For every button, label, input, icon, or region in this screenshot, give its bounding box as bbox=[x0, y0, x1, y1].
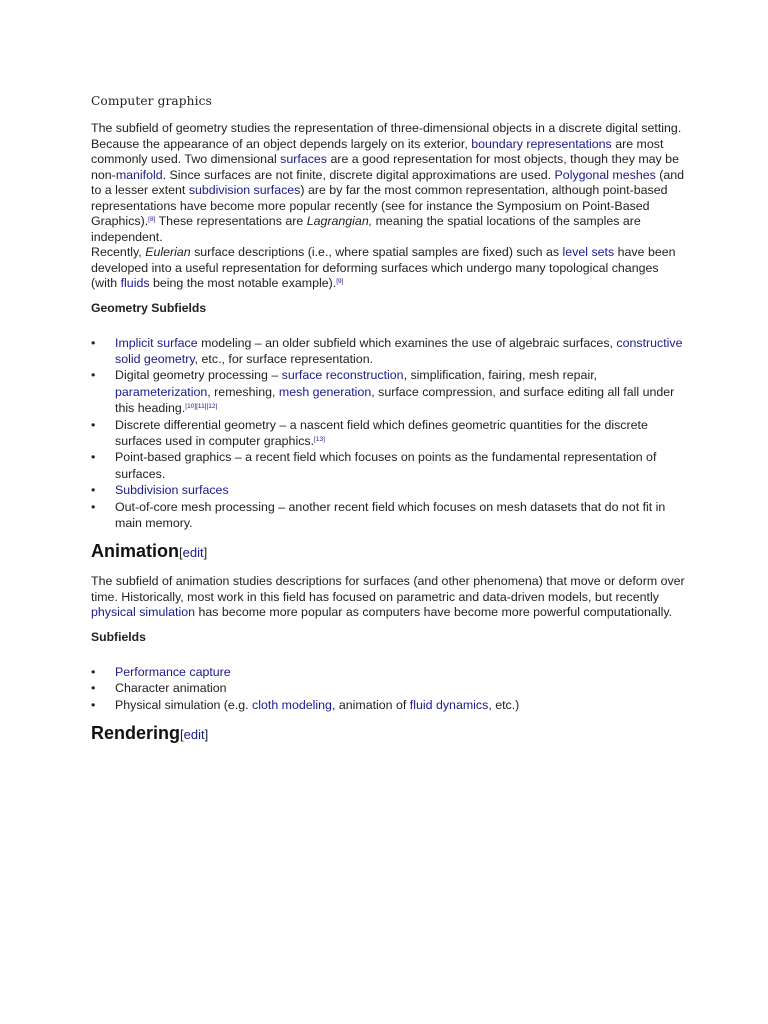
link-mesh-generation[interactable]: mesh generation bbox=[278, 384, 372, 399]
animation-paragraph bbox=[91, 574, 685, 621]
text: Out-of-core mesh processing – another recent field which focuses on mesh datasets that do not fit in main memory. bbox=[115, 499, 666, 530]
text: , animation of bbox=[331, 697, 410, 712]
intro-paragraph bbox=[91, 121, 685, 245]
list-item bbox=[91, 449, 685, 482]
text: Point-based graphics – a recent field which focuses on points as the fundamental representation of surfaces. bbox=[115, 450, 657, 481]
link-surfaces[interactable]: surfaces bbox=[280, 152, 327, 166]
list-item bbox=[91, 417, 685, 450]
geometry-subfields-heading: Geometry Subfields bbox=[91, 300, 207, 315]
animation-subfields-heading: Subfields bbox=[91, 629, 146, 644]
text: have been developed into a useful representation for deforming surfaces which undergo many topological changes (with bbox=[91, 245, 676, 290]
citation-12[interactable]: [12] bbox=[206, 403, 218, 411]
italic-term: Eulerian bbox=[145, 245, 191, 259]
list-item bbox=[91, 499, 685, 532]
list-item bbox=[91, 482, 685, 498]
text: , simplification, fairing, mesh repair, bbox=[403, 368, 598, 383]
section-title: Animation bbox=[91, 541, 179, 562]
text: , etc., for surface representation. bbox=[194, 351, 374, 366]
link-parameterization[interactable]: parameterization bbox=[115, 384, 208, 399]
bracket: [ bbox=[179, 545, 183, 561]
edit-section bbox=[179, 545, 207, 560]
list-item bbox=[91, 367, 685, 416]
text: , etc.) bbox=[488, 697, 520, 712]
text: The subfield of animation studies descriptions for surfaces (and other phenomena) that move or deform over time. Historically, most work in this field has focused on parametric and data-driven models, but recently bbox=[91, 574, 685, 604]
link-cloth-modeling[interactable]: cloth modeling bbox=[252, 697, 332, 712]
link-fluid-dynamics[interactable]: fluid dynamics bbox=[409, 697, 489, 712]
citation-8[interactable]: [8] bbox=[148, 216, 156, 223]
list-item bbox=[91, 697, 685, 713]
text: Discrete differential geometry – a nascent field which defines geometric quantities for the discrete surfaces used in computer graphics. bbox=[115, 417, 648, 448]
edit-section bbox=[180, 727, 208, 742]
rendering-heading bbox=[91, 721, 685, 747]
text: The subfield of geometry studies the representation of three-dimensional objects in a discrete digital setting. Because the appearance of an object depends largely on its exterior, bbox=[91, 121, 682, 151]
link-constructive-solid-geometry[interactable]: constructive solid geometry bbox=[115, 335, 683, 366]
link-performance-capture[interactable]: Performance capture bbox=[115, 664, 231, 679]
text: being the most notable example). bbox=[149, 276, 337, 290]
link-manifold[interactable]: manifold bbox=[115, 167, 163, 182]
link-surface-reconstruction[interactable]: surface reconstruction bbox=[281, 368, 404, 383]
citation-10[interactable]: [10] bbox=[185, 403, 197, 411]
text: Physical simulation (e.g. bbox=[115, 697, 253, 712]
text: , remeshing, bbox=[207, 384, 279, 399]
animation-subfields-list bbox=[91, 664, 685, 713]
text: Recently, bbox=[91, 245, 146, 259]
bracket: ] bbox=[204, 727, 209, 743]
document-content bbox=[91, 94, 685, 756]
edit-link-rendering[interactable]: edit bbox=[183, 727, 205, 743]
list-item bbox=[91, 680, 685, 696]
text: modeling – an older subfield which examines the use of algebraic surfaces, bbox=[197, 335, 617, 350]
citation-13[interactable]: [13] bbox=[314, 435, 325, 443]
eulerian-paragraph bbox=[91, 245, 685, 292]
link-level-sets[interactable]: level sets bbox=[562, 245, 615, 259]
list-item bbox=[91, 664, 685, 680]
text: ) are by far the most common representation, although point-based representations have become more popular recently (see for instance the Symposium on Point-Based Graphics). bbox=[91, 183, 668, 228]
link-boundary-representations[interactable]: boundary representations bbox=[471, 136, 612, 151]
text: meaning the spatial locations of the samples are independent. bbox=[91, 214, 641, 244]
section-title: Rendering bbox=[91, 723, 181, 744]
text: . Since surfaces are not finite, discrete digital approximations are used. bbox=[162, 167, 555, 182]
link-polygonal-meshes[interactable]: Polygonal meshes bbox=[554, 167, 656, 182]
edit-link-animation[interactable]: edit bbox=[182, 545, 204, 561]
citation-11[interactable]: [11] bbox=[196, 403, 207, 411]
text: (and to a lesser extent bbox=[91, 167, 685, 197]
bracket: [ bbox=[180, 727, 184, 743]
link-implicit-surface[interactable]: Implicit surface bbox=[115, 335, 198, 350]
text: has become more popular as computers have become more powerful computationally. bbox=[195, 605, 673, 620]
list-item bbox=[91, 335, 685, 368]
text: Character animation bbox=[115, 681, 227, 696]
text: are a good representation for most objects, though they may be non- bbox=[91, 152, 679, 182]
bracket: ] bbox=[203, 545, 208, 561]
link-subdivision-surfaces-item[interactable]: Subdivision surfaces bbox=[115, 483, 229, 498]
text: Digital geometry processing – bbox=[115, 368, 282, 383]
link-physical-simulation[interactable]: physical simulation bbox=[91, 605, 195, 620]
text: are most commonly used. Two dimensional bbox=[91, 136, 664, 166]
citation-9[interactable]: [9] bbox=[336, 278, 344, 285]
animation-heading bbox=[91, 539, 685, 565]
text: surface descriptions (i.e., where spatial samples are fixed) such as bbox=[190, 245, 563, 259]
link-fluids[interactable]: fluids bbox=[120, 276, 150, 290]
link-subdivision-surfaces[interactable]: subdivision surfaces bbox=[188, 183, 301, 197]
text: These representations are bbox=[155, 214, 307, 228]
geometry-subfields-list bbox=[91, 335, 685, 532]
text: , surface compression, and surface editing all fall under this heading. bbox=[115, 384, 675, 416]
page-title: Computer graphics bbox=[91, 94, 212, 108]
italic-term: Lagrangian, bbox=[306, 214, 373, 228]
